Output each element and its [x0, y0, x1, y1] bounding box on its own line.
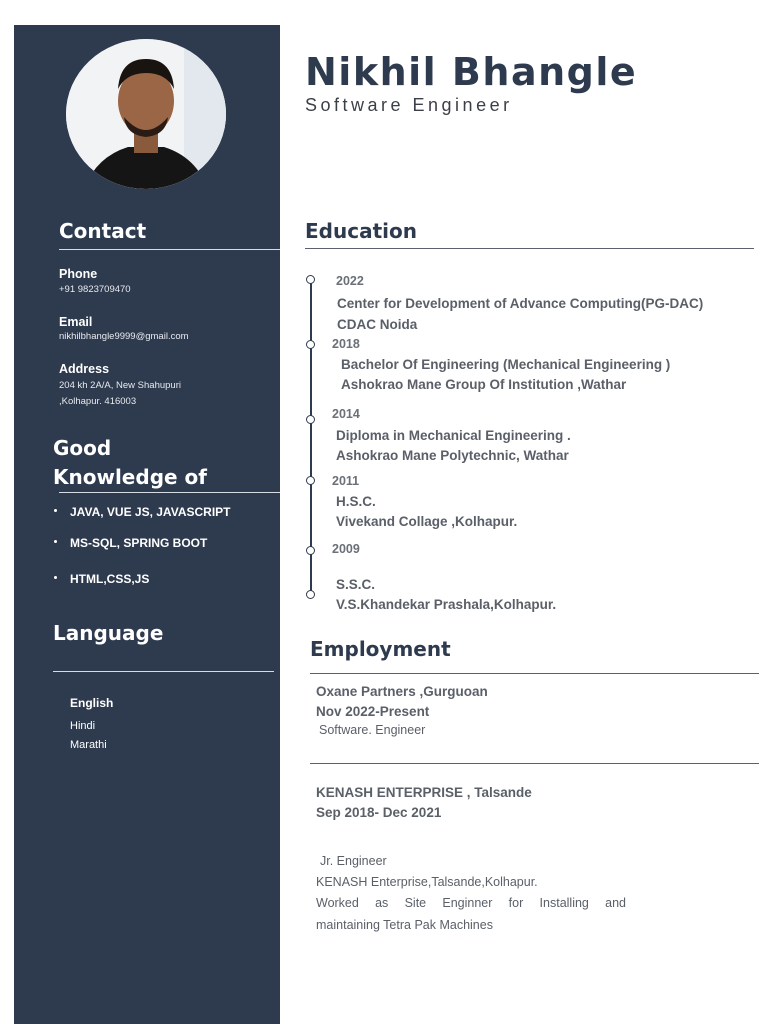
- job-role: Software. Engineer: [319, 723, 426, 737]
- person-name: Nikhil Bhangle: [305, 50, 638, 94]
- language-item: Hindi: [70, 720, 96, 732]
- education-institution: CDAC Noida: [337, 317, 418, 332]
- address-label: Address: [59, 362, 110, 376]
- education-year: 2011: [332, 474, 360, 488]
- bullet-icon: [54, 509, 57, 512]
- job-company: Oxane Partners ,Gurguoan: [316, 684, 488, 699]
- job-location: KENASH Enterprise,Talsande,Kolhapur.: [316, 875, 538, 889]
- bullet-icon: [54, 540, 57, 543]
- job-period: Sep 2018- Dec 2021: [316, 805, 442, 820]
- timeline-dot-icon: [306, 340, 315, 349]
- education-degree: Diploma in Mechanical Engineering .: [336, 428, 571, 443]
- education-degree: Center for Development of Advance Computing(PG-DAC): [337, 296, 704, 311]
- address-line-2: ,Kolhapur. 416003: [59, 396, 137, 407]
- language-heading: Language: [53, 621, 164, 645]
- bullet-icon: [54, 576, 57, 579]
- phone-value: +91 9823709470: [59, 284, 131, 295]
- language-item: Marathi: [70, 739, 107, 751]
- phone-label: Phone: [59, 267, 98, 281]
- contact-heading: Contact: [59, 219, 147, 243]
- sidebar: Contact Phone +91 9823709470 Email nikhilbhangle9999@gmail.com Address 204 kh 2A/A, New Shahupuri ,Kolhapur. 416003 Good Knowledge of JAVA, VUE JS, JAVASCRIPT MS-SQL, SPRING BOOT HTML,CSS,JS Language English Hindi Marathi: [14, 25, 280, 1024]
- timeline-dot-icon: [306, 590, 315, 599]
- address-line-1: 204 kh 2A/A, New Shahupuri: [59, 380, 181, 391]
- education-heading: Education: [305, 219, 417, 243]
- divider: [310, 673, 759, 674]
- avatar-icon: [66, 39, 226, 189]
- timeline-dot-icon: [306, 546, 315, 555]
- timeline-dot-icon: [306, 275, 315, 284]
- education-degree: S.S.C.: [336, 577, 376, 592]
- education-institution: V.S.Khandekar Prashala,Kolhapur.: [336, 597, 557, 612]
- divider: [59, 492, 280, 493]
- divider: [53, 671, 274, 672]
- job-role: Jr. Engineer: [320, 854, 387, 868]
- email-value: nikhilbhangle9999@gmail.com: [59, 331, 189, 342]
- education-degree: Bachelor Of Engineering (Mechanical Engineering ): [341, 357, 671, 372]
- skills-heading-line-2: Knowledge of: [53, 465, 207, 489]
- education-institution: Ashokrao Mane Group Of Institution ,Wathar: [341, 377, 627, 392]
- timeline-dot-icon: [306, 476, 315, 485]
- education-degree: H.S.C.: [336, 494, 376, 509]
- job-description-line-1: Worked as Site Enginner for Installing and: [316, 896, 626, 910]
- job-company: KENASH ENTERPRISE , Talsande: [316, 785, 532, 800]
- email-label: Email: [59, 315, 93, 329]
- timeline-dot-icon: [306, 415, 315, 424]
- education-year: 2022: [336, 274, 364, 288]
- education-year: 2014: [332, 407, 360, 421]
- job-title: Software Engineer: [305, 95, 513, 115]
- education-institution: Ashokrao Mane Polytechnic, Wathar: [336, 448, 569, 463]
- employment-heading: Employment: [310, 637, 451, 661]
- education-institution: Vivekand Collage ,Kolhapur.: [336, 514, 518, 529]
- profile-photo: [66, 39, 226, 189]
- skills-heading-line-1: Good: [53, 436, 112, 460]
- education-year: 2009: [332, 542, 360, 556]
- divider: [59, 249, 280, 250]
- job-description-line-2: maintaining Tetra Pak Machines: [316, 918, 493, 932]
- language-item: English: [70, 696, 114, 710]
- job-period: Nov 2022-Present: [316, 704, 430, 719]
- divider: [305, 248, 754, 249]
- education-year: 2018: [332, 337, 360, 351]
- divider: [310, 763, 759, 764]
